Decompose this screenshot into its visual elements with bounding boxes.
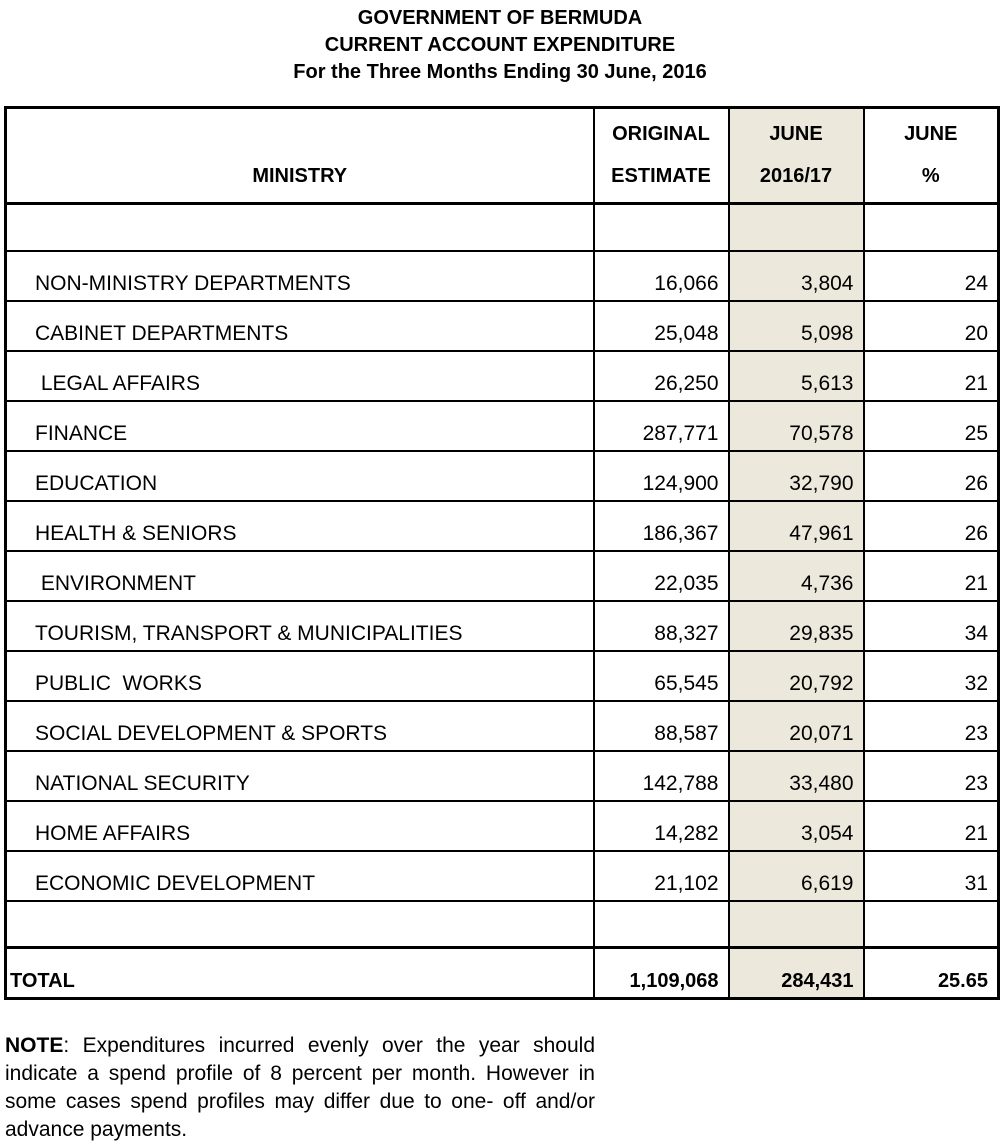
original-estimate-cell: 287,771 (594, 401, 729, 451)
june-pct-cell: 20 (864, 301, 999, 351)
ministry-name-cell: FINANCE (6, 401, 594, 451)
ministry-name-cell: ECONOMIC DEVELOPMENT (6, 851, 594, 901)
june-pct-cell: 23 (864, 751, 999, 801)
table-row (6, 801, 999, 851)
june-actual-cell: 32,790 (729, 451, 864, 501)
june-actual-cell: 4,736 (729, 551, 864, 601)
original-estimate-cell: 16,066 (594, 251, 729, 301)
june-pct-cell: 25 (864, 401, 999, 451)
original-estimate-cell: 14,282 (594, 801, 729, 851)
june-pct-cell: 26 (864, 451, 999, 501)
spacer-row (6, 901, 999, 948)
original-estimate-cell: 186,367 (594, 501, 729, 551)
june-pct-cell: 26 (864, 501, 999, 551)
june-actual-cell: 70,578 (729, 401, 864, 451)
title-line-government: GOVERNMENT OF BERMUDA (357, 7, 643, 29)
title-line-report-name: CURRENT ACCOUNT EXPENDITURE (324, 34, 676, 56)
ministry-name-cell: ENVIRONMENT (6, 551, 594, 601)
table-row (6, 601, 999, 651)
june-actual-cell: 29,835 (729, 601, 864, 651)
total-original-estimate-cell: 1,109,068 (594, 948, 729, 999)
original-estimate-cell: 142,788 (594, 751, 729, 801)
original-estimate-cell: 26,250 (594, 351, 729, 401)
original-estimate-cell: 25,048 (594, 301, 729, 351)
total-june-pct-cell: 25.65 (864, 948, 999, 999)
ministry-name-cell: CABINET DEPARTMENTS (6, 301, 594, 351)
table-row (6, 501, 999, 551)
spacer-row (6, 204, 999, 252)
table-row (6, 651, 999, 701)
original-estimate-cell: 65,545 (594, 651, 729, 701)
original-estimate-cell: 88,587 (594, 701, 729, 751)
june-pct-cell: 21 (864, 801, 999, 851)
june-actual-cell: 3,804 (729, 251, 864, 301)
ministry-name-cell: PUBLIC WORKS (6, 651, 594, 701)
original-estimate-cell: 22,035 (594, 551, 729, 601)
table-row (6, 551, 999, 601)
original-estimate-cell: 21,102 (594, 851, 729, 901)
june-actual-cell: 47,961 (729, 501, 864, 551)
table-row (6, 301, 999, 351)
total-june-actual-cell: 284,431 (729, 948, 864, 999)
ministry-name-cell: LEGAL AFFAIRS (6, 351, 594, 401)
col-header-june-2016-17: JUNE 2016/17 (729, 108, 864, 204)
june-pct-cell: 32 (864, 651, 999, 701)
table-row (6, 851, 999, 901)
ministry-name-cell: NON-MINISTRY DEPARTMENTS (6, 251, 594, 301)
table-row (6, 401, 999, 451)
ministry-name-cell: SOCIAL DEVELOPMENT & SPORTS (6, 701, 594, 751)
total-row (6, 948, 999, 999)
june-actual-cell: 33,480 (729, 751, 864, 801)
june-actual-cell: 3,054 (729, 801, 864, 851)
table-row (6, 351, 999, 401)
ministry-name-cell: HEALTH & SENIORS (6, 501, 594, 551)
footnote-label: NOTE (5, 1034, 64, 1057)
june-actual-cell: 6,619 (729, 851, 864, 901)
table-row (6, 251, 999, 301)
june-actual-cell: 5,098 (729, 301, 864, 351)
original-estimate-cell: 88,327 (594, 601, 729, 651)
june-pct-cell: 21 (864, 551, 999, 601)
june-pct-cell: 21 (864, 351, 999, 401)
title-line-period: For the Three Months Ending 30 June, 2016 (293, 61, 707, 83)
table-row (6, 701, 999, 751)
original-estimate-cell: 124,900 (594, 451, 729, 501)
document-title-block (0, 5, 1000, 86)
col-header-june-pct: JUNE % (864, 108, 999, 204)
footnote-body: : Expenditures incurred evenly over the year should indicate a spend profile of 8 percent per month. However in some cases spend profiles may differ due to one- off and/or advance payments. (5, 1034, 595, 1141)
june-pct-cell: 34 (864, 601, 999, 651)
ministry-name-cell: EDUCATION (6, 451, 594, 501)
total-label-cell: TOTAL (10, 970, 75, 992)
june-pct-cell: 24 (864, 251, 999, 301)
table-row (6, 451, 999, 501)
expenditure-table (4, 106, 1000, 1000)
june-actual-cell: 20,792 (729, 651, 864, 701)
col-header-original-estimate: ORIGINAL ESTIMATE (594, 108, 729, 204)
ministry-name-cell: NATIONAL SECURITY (6, 751, 594, 801)
footnote (5, 1032, 595, 1144)
table-header-row (6, 108, 999, 204)
june-pct-cell: 23 (864, 701, 999, 751)
col-header-ministry: MINISTRY (6, 108, 594, 204)
june-actual-cell: 5,613 (729, 351, 864, 401)
june-actual-cell: 20,071 (729, 701, 864, 751)
ministry-name-cell: TOURISM, TRANSPORT & MUNICIPALITIES (6, 601, 594, 651)
table-row (6, 751, 999, 801)
ministry-name-cell: HOME AFFAIRS (6, 801, 594, 851)
june-pct-cell: 31 (864, 851, 999, 901)
